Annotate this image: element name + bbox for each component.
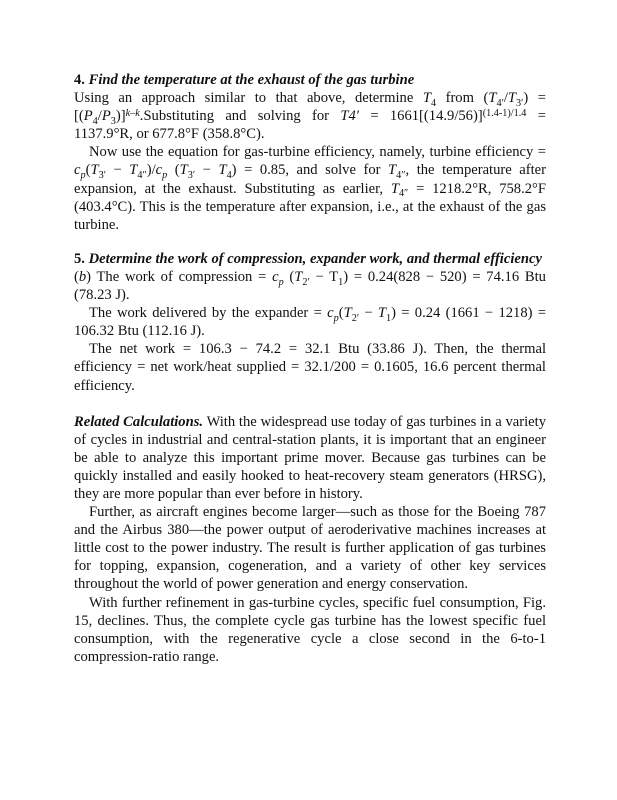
section-5-number: 5. [74,250,85,267]
section-5-paragraph-1: (b) The work of compression = $c_p$ $(T_{2'} - T_1) = 0.24(828 - 520) = 74.16$ Btu (78.23 J). [74,268,546,304]
related-p1-text: With the widespread use today of gas turbines in a variety of cycles in industrial and central-station plants, it is important that an engineer be able to analyze this important prime mover. Because gas turbines can be quickly installed and easily hooked to heat-recovery steam generators (HRSG), they are more popular than ever before in history. [74,413,547,502]
section-gap [74,395,546,413]
s4p1-text-c: = [537,90,546,107]
related-paragraph-3: With further refinement in gas-turbine cycles, specific fuel consumption, Fig. 15, declines. Thus, the complete cycle gas turbine has the lowest specific fuel consumption, with the regenerative cycle a close second in the 6-to-1 compression-ratio range. [74,594,546,665]
s4p1-text-a: Using an approach similar to that above, determine [74,90,414,107]
s4p2-text-c: , the temperature after expansion, at the exhaust. Substituting as earlier, [74,162,547,197]
section-gap [74,234,546,250]
s4p2-text-a: Now use the equation for gas-turbine efficiency, namely, turbine efficiency = [89,144,546,161]
s5p1-label: b [78,268,87,285]
s4p1-text-d: .Substituting and solving for [139,108,330,125]
s4p1-text-f: = 1137.9°R, or 677.8°F (358.8°C). [74,108,546,143]
section-5-paragraph-2: The work delivered by the expander = $c_p(T_{2'} - T_1) = 0.24$ (1661 − 1218) = 106.32 Btu (112.16 J). [74,305,547,340]
section-4-heading [74,71,546,89]
related-paragraph-1 [74,413,546,503]
section-4-number: 4. [74,72,85,88]
s5p2-text-b: = 0.24 (1661 − 1218) = 106.32 Btu (112.16 J). [74,305,547,340]
s5p2-text-a: The work delivered by the expander = [89,305,322,322]
s5p1-text-b: = 0.24(828 − 520) = 74.16 Btu (78.23 J). [74,268,546,304]
section-4-paragraph-2: Now use the equation for gas-turbine efficiency, namely, turbine efficiency = $c_p(T_{3'} - T_{4''})/c_p$ $(T_{3'} - T_4) = 0.85$, and solve for $T_{4''}$, the temperature after expansion, at the exhaust. Substituting as earlier, $T_{4''} = 1218.2^\circ R$, 758.2°F (403.4°C). This is the temperature after expansion, i.e., at the exhaust of the gas turbine. [74,144,547,233]
section-4-title: Find the temperature at the exhaust of the gas turbine [88,72,415,88]
s4p1-text-e: = 1661[(14.9/56)] [370,108,483,125]
section-5-paragraph-3: The net work = 106.3 − 74.2 = 32.1 Btu (33.86 J). Then, the thermal efficiency = net work/heat supplied = 32.1/200 = 0.1605, 16.6 percent thermal efficiency. [74,341,546,394]
s5p1-text-a: The work of compression = [96,268,267,285]
s4p2-text-b: = 0.85, and solve for [244,162,381,179]
s4p1-exponent: (1.4-1)/1.4 [482,107,527,119]
section-5-heading [74,250,546,268]
section-5-title: Determine the work of compression, expander work, and thermal efficiency [88,250,542,267]
section-4-paragraph-1: Using an approach similar to that above, determine $T_4$ from $(T_{4'}/T_{3'})$ = $[(P_4/P_3)]^{k-k}.Substituting$ and solving for $T4' = 1661[(14.9/56)]^{(1.4-1)/1.4} = 1137.9^\circ R$, or 677.8°F (358.8°C). [74,90,546,143]
s4p1-text-b: from [445,90,474,107]
s4p2-text-d: = 1218.2°R, 758.2°F (403.4°C). This is the temperature after expansion, i.e., at the exhaust of the gas turbine. [74,180,546,233]
related-paragraph-2: Further, as aircraft engines become larger—such as those for the Boeing 787 and the Airbus 380—the power output of aeroderivative machines increases at little cost to the power industry. The result is further application of gas turbines for topping, expansion, cogeneration, and a variety of other key services throughout the world of power generation and energy conservation. [74,504,546,593]
related-label: Related Calculations. [74,413,204,430]
